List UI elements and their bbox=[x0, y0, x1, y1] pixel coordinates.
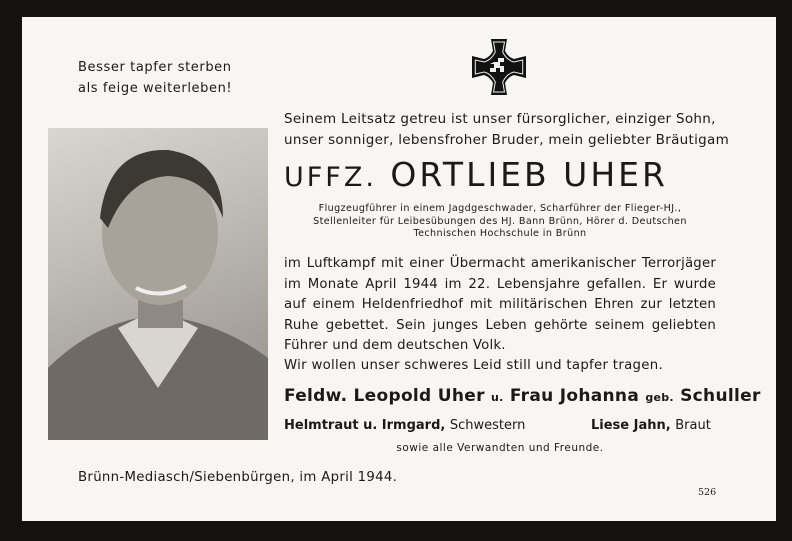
role-line: Stellenleiter für Leibesübungen des HJ. Bann Brünn, Hörer d. Deutschen bbox=[313, 215, 687, 227]
card-number: 526 bbox=[698, 487, 717, 498]
role-line: Technischen Hochschule in Brünn bbox=[413, 228, 587, 239]
maiden-name: Schuller bbox=[680, 386, 761, 406]
relatives: sowie alle Verwandten und Freunde. bbox=[396, 442, 604, 454]
memorial-card bbox=[22, 17, 776, 521]
intro-text bbox=[284, 109, 729, 151]
full-name: ORTLIEB UHER bbox=[390, 155, 668, 194]
sibling-names: Helmtraut u. Irmgard, bbox=[284, 418, 446, 433]
motto-line: als feige weiterleben! bbox=[78, 81, 233, 96]
portrait-photo bbox=[48, 128, 268, 440]
closing-text: Wir wollen unser schweres Leid still und tapfer tragen. bbox=[284, 358, 664, 373]
intro-line: unser sonniger, lebensfroher Bruder, mein geliebter Bräutigam bbox=[284, 132, 730, 148]
role-line: Flugzeugführer in einem Jagdgeschwader, Scharführer der Flieger-HJ., bbox=[318, 203, 682, 214]
siblings bbox=[284, 418, 525, 433]
role-description bbox=[284, 203, 716, 241]
body-text: im Luftkampf mit einer Übermacht amerikanischer Terrorjäger im Monate April 1944 im 22. Lebensjahre gefallen. Er wurde auf einem Heldenfriedhof mit militärischen Ehren zur letzten Ruhe gebettet. Sein junges Leben gehörte seinem geliebten Führer und dem deutschen Volk. bbox=[284, 256, 716, 353]
mother: Frau Johanna bbox=[509, 386, 640, 406]
intro-line: Seinem Leitsatz getreu ist unser fürsorglicher, einziger Sohn, bbox=[284, 111, 716, 127]
place-date: Brünn-Mediasch/Siebenbürgen, im April 1944. bbox=[78, 470, 398, 485]
rank: UFFZ. bbox=[284, 162, 377, 193]
sibling-relation: Schwestern bbox=[449, 418, 526, 433]
deceased-name bbox=[284, 155, 668, 194]
motto-line: Besser tapfer sterben bbox=[78, 60, 232, 75]
motto bbox=[78, 57, 232, 99]
parents bbox=[284, 386, 761, 406]
nee: geb. bbox=[645, 391, 674, 404]
iron-cross-icon bbox=[470, 38, 528, 96]
father: Feldw. Leopold Uher bbox=[284, 386, 485, 406]
bride-relation: Braut bbox=[675, 418, 711, 433]
bride-name: Liese Jahn, bbox=[591, 418, 671, 433]
bride bbox=[591, 418, 711, 433]
conjunction: u. bbox=[491, 391, 504, 404]
